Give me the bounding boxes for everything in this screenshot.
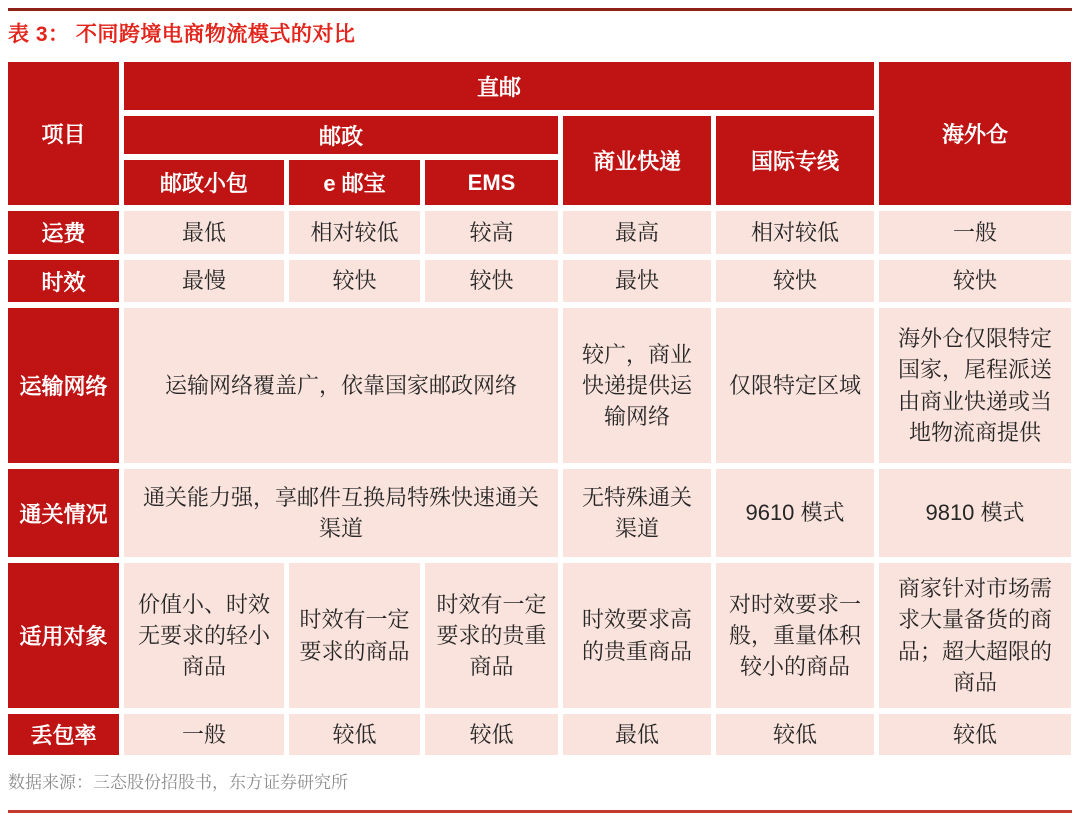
- table-cell: 无特殊通关渠道: [563, 469, 711, 557]
- table-cell: 商家针对市场需求大量备货的商品；超大超限的商品: [879, 563, 1071, 708]
- col-header-commercial-express: 商业快递: [563, 116, 711, 205]
- table-cell: 较快: [425, 260, 558, 302]
- source-note: 数据来源：三态股份招股书，东方证券研究所: [8, 773, 348, 792]
- col-header-overseas-warehouse: 海外仓: [879, 62, 1071, 205]
- table-cell: 价值小、时效无要求的轻小商品: [124, 563, 284, 708]
- table-cell: 最高: [563, 211, 711, 254]
- table-cell: 较低: [879, 714, 1071, 755]
- table-cell: 9610 模式: [716, 469, 874, 557]
- table-cell: 时效有一定要求的商品: [289, 563, 420, 708]
- table-cell: 较快: [289, 260, 420, 302]
- row-label-shipping-cost: 运费: [8, 211, 119, 254]
- table-cell: 通关能力强，享邮件互换局特殊快速通关渠道: [124, 469, 558, 557]
- row-label-transport-network: 运输网络: [8, 308, 119, 463]
- table-cell: 最低: [124, 211, 284, 254]
- table-cell: 一般: [879, 211, 1071, 254]
- row-label-applicable-goods: 适用对象: [8, 563, 119, 708]
- page-title: 表 3： 不同跨境电商物流模式的对比: [8, 23, 356, 46]
- table-cell: 相对较低: [289, 211, 420, 254]
- table-cell: 相对较低: [716, 211, 874, 254]
- table-cell: 一般: [124, 714, 284, 755]
- table-cell: 较低: [716, 714, 874, 755]
- col-header-ems: EMS: [425, 160, 558, 205]
- table-cell: 较快: [879, 260, 1071, 302]
- table-cell: 最快: [563, 260, 711, 302]
- corner-header: 项目: [8, 62, 119, 205]
- subgroup-header-postal: 邮政: [124, 116, 558, 154]
- top-rule: [8, 8, 1072, 11]
- col-header-international-line: 国际专线: [716, 116, 874, 205]
- bottom-rule: [8, 810, 1072, 813]
- comparison-table: [8, 62, 1071, 755]
- col-header-postal-parcel: 邮政小包: [124, 160, 284, 205]
- table-cell: 9810 模式: [879, 469, 1071, 557]
- table-cell: 时效有一定要求的贵重商品: [425, 563, 558, 708]
- table-cell: 最慢: [124, 260, 284, 302]
- table-cell: 对时效要求一般，重量体积较小的商品: [716, 563, 874, 708]
- group-header-direct-mail: 直邮: [124, 62, 874, 110]
- row-label-delivery-time: 时效: [8, 260, 119, 302]
- table-cell: 海外仓仅限特定国家，尾程派送由商业快递或当地物流商提供: [879, 308, 1071, 463]
- table-cell: 仅限特定区域: [716, 308, 874, 463]
- table-cell: 较高: [425, 211, 558, 254]
- row-label-loss-rate: 丢包率: [8, 714, 119, 755]
- table-cell: 最低: [563, 714, 711, 755]
- table-cell: 运输网络覆盖广，依靠国家邮政网络: [124, 308, 558, 463]
- table-cell: 较广，商业快递提供运输网络: [563, 308, 711, 463]
- col-header-epacket: e 邮宝: [289, 160, 420, 205]
- table-cell: 较低: [289, 714, 420, 755]
- table-cell: 较快: [716, 260, 874, 302]
- row-label-customs-clearance: 通关情况: [8, 469, 119, 557]
- table-cell: 时效要求高的贵重商品: [563, 563, 711, 708]
- table-cell: 较低: [425, 714, 558, 755]
